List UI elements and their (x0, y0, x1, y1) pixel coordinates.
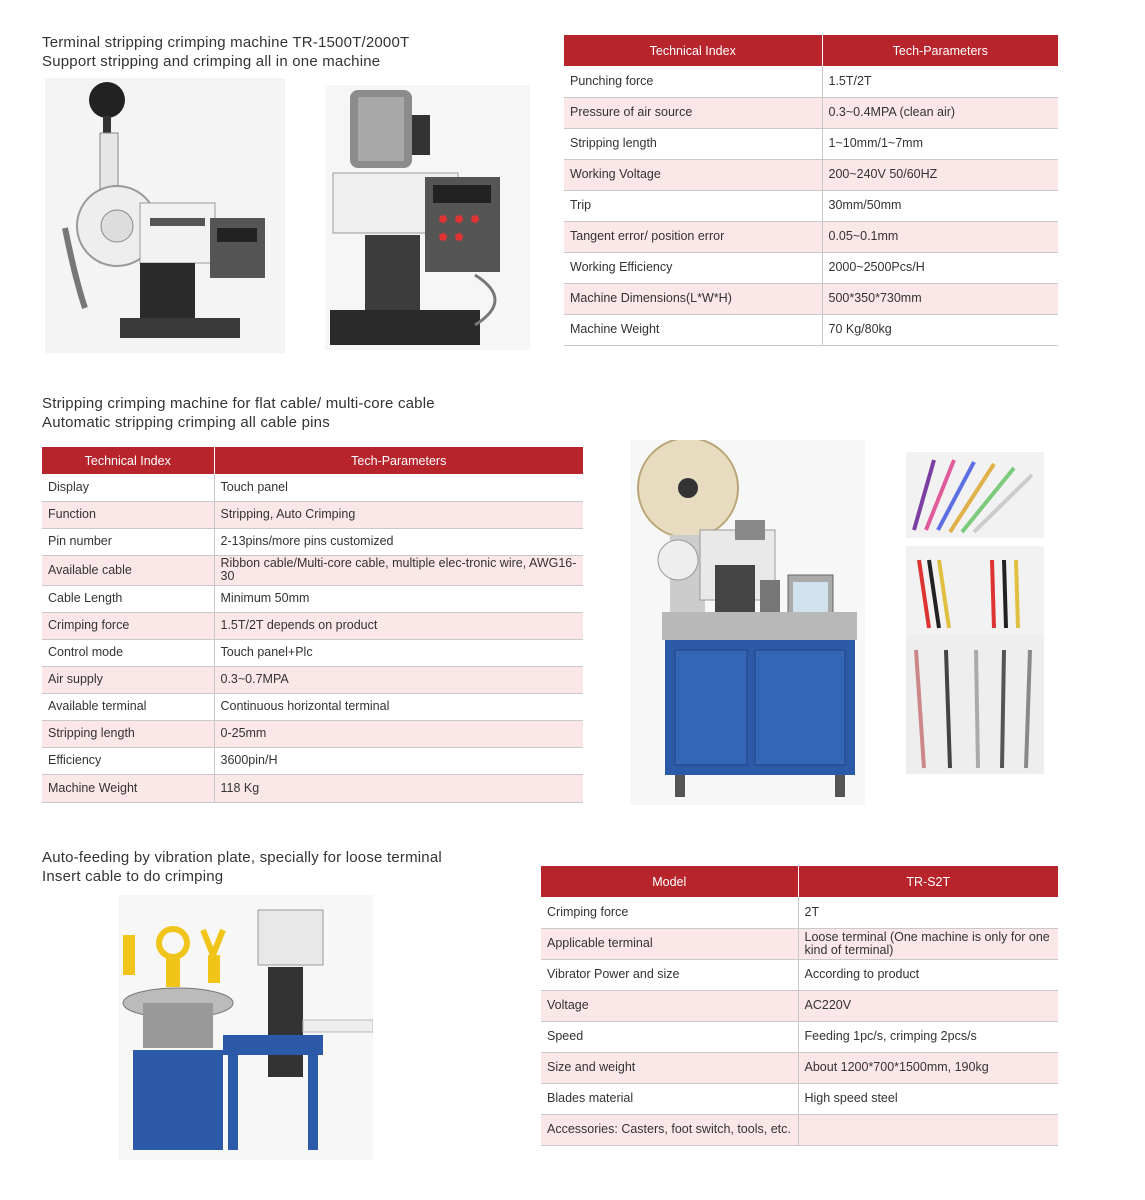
cell-label: Pressure of air source (564, 97, 822, 128)
cell-value: Touch panel (214, 474, 583, 501)
cell-value: 2T (798, 897, 1058, 928)
section3-header-model-value: TR-S2T (798, 866, 1058, 897)
cell-value: Touch panel+Plc (214, 639, 583, 666)
section3-spec-table (541, 866, 1058, 1146)
section3-heading (42, 848, 442, 886)
cell-value (798, 1114, 1058, 1145)
cell-label: Display (42, 474, 214, 501)
cell-label: Crimping force (541, 897, 798, 928)
table-row (564, 314, 1058, 345)
table-row (541, 1021, 1058, 1052)
section2-header-params: Tech-Parameters (214, 447, 583, 474)
cell-value: According to product (798, 959, 1058, 990)
cell-label: Voltage (541, 990, 798, 1021)
cell-value: 0-25mm (214, 720, 583, 747)
cell-label: Available cable (42, 555, 214, 585)
table-row (564, 221, 1058, 252)
cell-value: 118 Kg (214, 774, 583, 802)
cell-label: Accessories: Casters, foot switch, tools, etc. (541, 1114, 798, 1145)
cell-label: Crimping force (42, 612, 214, 639)
table-row (42, 693, 583, 720)
table-row (42, 720, 583, 747)
cell-label: Blades material (541, 1083, 798, 1114)
cell-value: 0.3~0.7MPA (214, 666, 583, 693)
table-row (564, 252, 1058, 283)
section2-heading (42, 394, 435, 432)
table-row (42, 747, 583, 774)
section3-line1: Auto-feeding by vibration plate, specially for loose terminal (42, 849, 442, 866)
cell-label: Available terminal (42, 693, 214, 720)
table-row (42, 639, 583, 666)
cell-label: Efficiency (42, 747, 214, 774)
photo-flat-cable-machine (630, 440, 865, 805)
cell-value: 2000~2500Pcs/H (822, 252, 1058, 283)
cell-label: Vibrator Power and size (541, 959, 798, 990)
section1-line2: Support stripping and crimping all in one machine (42, 53, 381, 70)
cell-value: About 1200*700*1500mm, 190kg (798, 1052, 1058, 1083)
cell-label: Function (42, 501, 214, 528)
table-row (42, 555, 583, 585)
table-row (541, 990, 1058, 1021)
photo-tr2000t-machine (325, 85, 530, 350)
cell-value: 70 Kg/80kg (822, 314, 1058, 345)
cell-label: Machine Weight (564, 314, 822, 345)
table-row (564, 283, 1058, 314)
cell-value: 2-13pins/more pins customized (214, 528, 583, 555)
section2-header-index: Technical Index (42, 447, 214, 474)
table-row (564, 159, 1058, 190)
cell-value: 1.5T/2T depends on product (214, 612, 583, 639)
cell-label: Trip (564, 190, 822, 221)
section2-line1: Stripping crimping machine for flat cable/ multi-core cable (42, 395, 435, 412)
cell-value: Ribbon cable/Multi-core cable, multiple elec-tronic wire, AWG16-30 (214, 555, 583, 585)
cell-value: 0.3~0.4MPA (clean air) (822, 97, 1058, 128)
section1-spec-table (564, 35, 1058, 346)
table-row (42, 501, 583, 528)
table-row (42, 474, 583, 501)
cell-label: Size and weight (541, 1052, 798, 1083)
cell-label: Speed (541, 1021, 798, 1052)
table-row (564, 128, 1058, 159)
photo-tr1500t-machine (45, 78, 285, 353)
section1-header-index: Technical Index (564, 35, 822, 66)
table-row (42, 585, 583, 612)
cell-label: Working Efficiency (564, 252, 822, 283)
section3-header-model: Model (541, 866, 798, 897)
section1-header-params: Tech-Parameters (822, 35, 1058, 66)
section3-line2: Insert cable to do crimping (42, 868, 224, 885)
cell-value: 3600pin/H (214, 747, 583, 774)
table-row (541, 897, 1058, 928)
cell-value: Stripping, Auto Crimping (214, 501, 583, 528)
table-row (541, 1083, 1058, 1114)
table-row (541, 928, 1058, 959)
section1-line1: Terminal stripping crimping machine TR-1500T/2000T (42, 34, 410, 51)
cell-value: Loose terminal (One machine is only for one kind of terminal) (798, 928, 1058, 959)
table-row (564, 66, 1058, 97)
cell-value: 1.5T/2T (822, 66, 1058, 97)
table-row (564, 97, 1058, 128)
cell-label: Pin number (42, 528, 214, 555)
table-row (541, 1052, 1058, 1083)
cell-value: 30mm/50mm (822, 190, 1058, 221)
cell-label: Punching force (564, 66, 822, 97)
cell-value: AC220V (798, 990, 1058, 1021)
cell-label: Machine Weight (42, 774, 214, 802)
photo-vibration-plate-machine (118, 895, 373, 1160)
table-row (541, 959, 1058, 990)
cell-value: 200~240V 50/60HZ (822, 159, 1058, 190)
cell-label: Working Voltage (564, 159, 822, 190)
table-row (42, 612, 583, 639)
cell-label: Stripping length (564, 128, 822, 159)
section2-line2: Automatic stripping crimping all cable pins (42, 414, 330, 431)
cell-value: Feeding 1pc/s, crimping 2pcs/s (798, 1021, 1058, 1052)
cell-label: Tangent error/ position error (564, 221, 822, 252)
table-row (564, 190, 1058, 221)
table-row (42, 666, 583, 693)
cell-value: 500*350*730mm (822, 283, 1058, 314)
cell-value: 1~10mm/1~7mm (822, 128, 1058, 159)
cell-label: Air supply (42, 666, 214, 693)
cell-value: 0.05~0.1mm (822, 221, 1058, 252)
section1-heading (42, 33, 409, 71)
photo-cable-samples (904, 450, 1046, 775)
section2-spec-table (42, 447, 583, 803)
cell-value: Minimum 50mm (214, 585, 583, 612)
cell-label: Control mode (42, 639, 214, 666)
cell-label: Cable Length (42, 585, 214, 612)
cell-value: High speed steel (798, 1083, 1058, 1114)
table-row (541, 1114, 1058, 1145)
table-row (42, 528, 583, 555)
cell-label: Stripping length (42, 720, 214, 747)
cell-label: Machine Dimensions(L*W*H) (564, 283, 822, 314)
table-row (42, 774, 583, 802)
cell-value: Continuous horizontal terminal (214, 693, 583, 720)
cell-label: Applicable terminal (541, 928, 798, 959)
